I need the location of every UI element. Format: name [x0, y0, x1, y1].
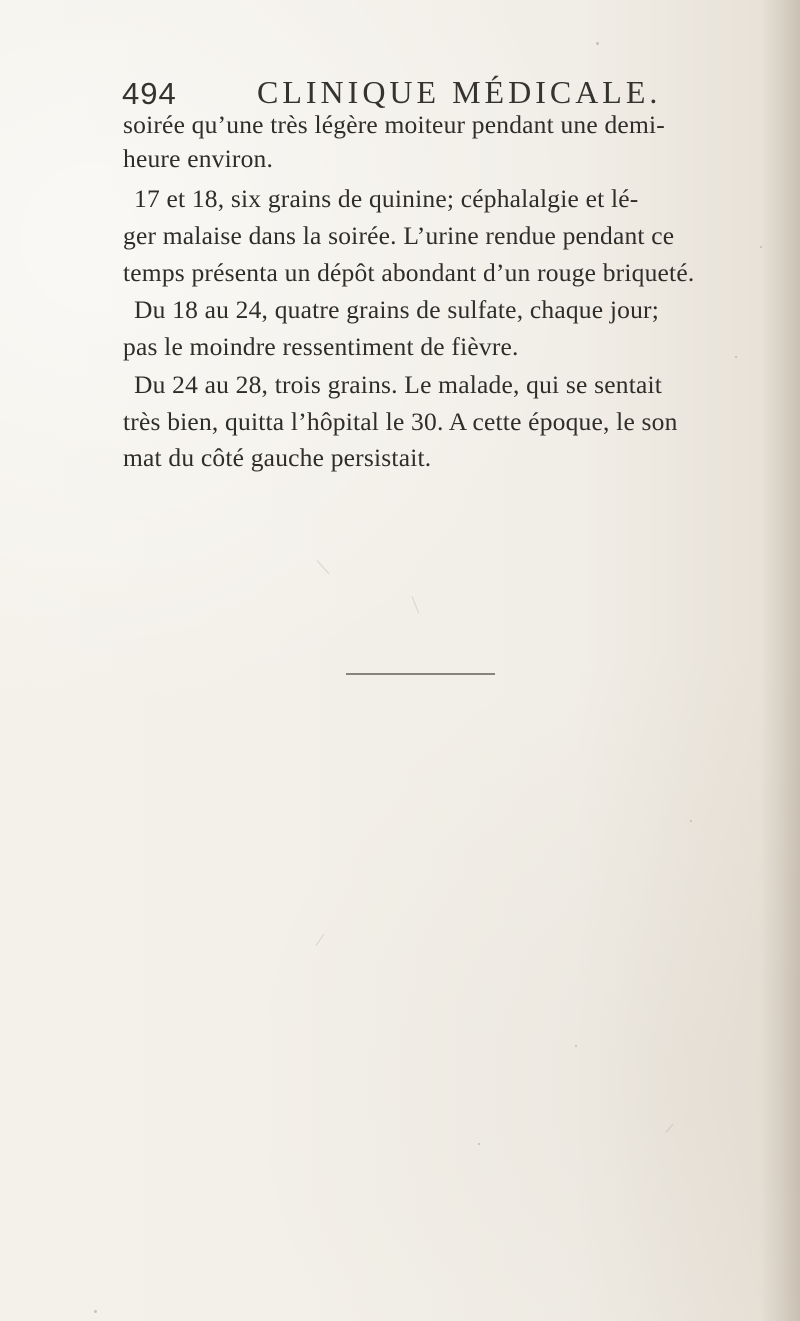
text-line: temps présenta un dépôt abondant d’un rouge briqueté.	[123, 258, 695, 287]
paper-speck	[690, 820, 692, 822]
page-edge-shadow	[760, 0, 800, 1321]
paper-speck	[596, 42, 599, 45]
paper-speck	[575, 1045, 577, 1047]
paper-speck	[94, 1310, 97, 1313]
text-line: mat du côté gauche persistait.	[123, 443, 432, 472]
paper-speck	[760, 246, 762, 248]
text-line: très bien, quitta l’hôpital le 30. A cette époque, le son	[123, 407, 678, 436]
paper-scratch	[317, 560, 330, 574]
text-line: Du 18 au 24, quatre grains de sulfate, chaque jour;	[134, 295, 659, 324]
page-number: 494	[122, 76, 177, 111]
section-rule	[346, 673, 495, 675]
paper-scratch	[666, 1124, 674, 1133]
text-line: heure environ.	[123, 144, 274, 173]
paper-speck	[478, 1143, 480, 1145]
paper-scratch	[316, 934, 325, 946]
text-line: ger malaise dans la soirée. L’urine rendue pendant ce	[123, 221, 675, 250]
paper-scratch	[412, 596, 420, 613]
text-line: 17 et 18, six grains de quinine; céphalalgie et lé-	[134, 184, 639, 213]
text-line: Du 24 au 28, trois grains. Le malade, qui se sentait	[134, 370, 663, 399]
paper-speck	[735, 356, 737, 358]
running-head: CLINIQUE MÉDICALE.	[257, 74, 662, 110]
text-line: soirée qu’une très légère moiteur pendant une demi-	[123, 110, 665, 139]
text-line: pas le moindre ressentiment de fièvre.	[123, 332, 519, 361]
